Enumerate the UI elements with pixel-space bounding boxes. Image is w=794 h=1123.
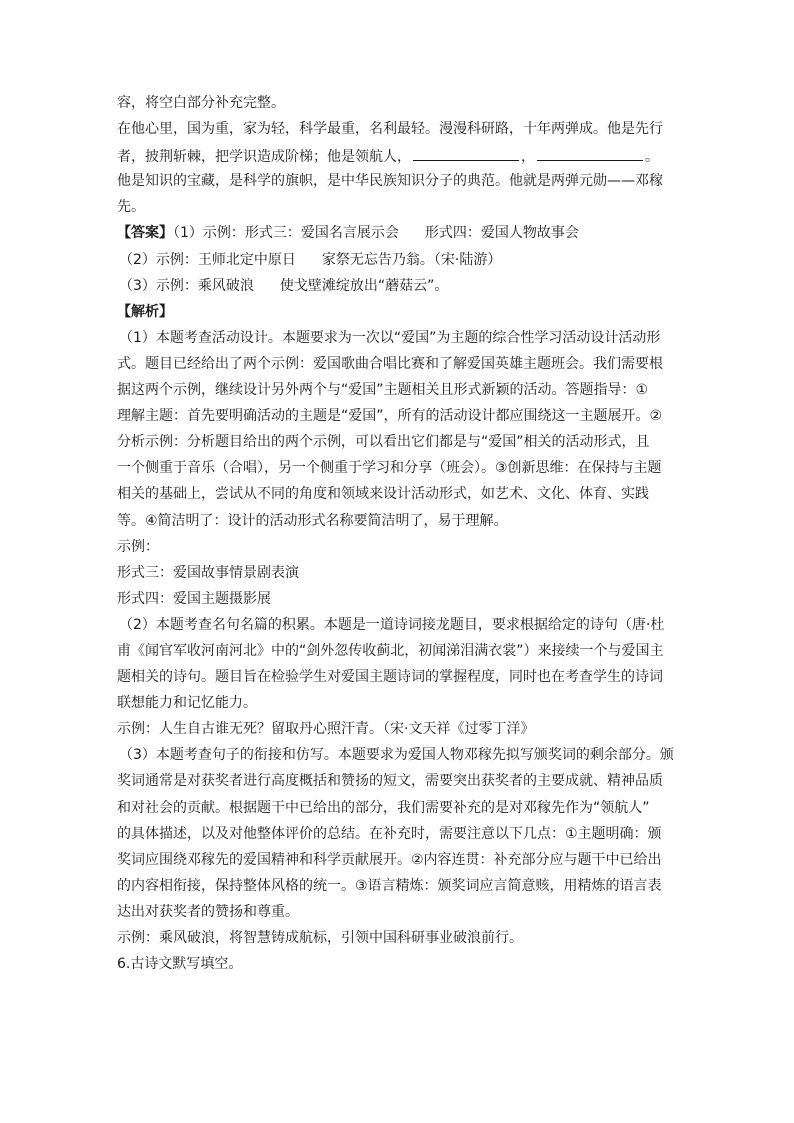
answer-line <box>117 276 677 296</box>
answer-label: 【答案】 <box>117 225 173 242</box>
text-segment: 使戈壁滩绽放出“蘑菇云”。 <box>279 277 449 294</box>
text-line: （2）本题考查名句名篇的积累。本题是一道诗词接龙题目，要求根据给定的诗句（唐·杜 <box>119 616 665 633</box>
text-line: 联想能力和记忆能力。 <box>117 695 257 712</box>
text-line: 甫《闻官军收河南河北》中的“剑外忽传收蓟北，初闻涕泪满衣裳”）来接续一个与爱国主 <box>117 642 664 659</box>
text-line: 式。题目已经给出了两个示例：爱国歌曲合唱比赛和了解爱国英雄主题班会。我们需要根 <box>117 355 663 372</box>
answer-blank[interactable] <box>537 145 643 161</box>
question-heading: 6.古诗文默写填空。 <box>117 956 243 973</box>
text-line: 在他心里，国为重，家为轻，科学最重，名利最轻。漫漫科研路，十年两弹成。他是先行 <box>117 121 663 138</box>
text-line: 奖词通常是对获奖者进行高度概括和赞扬的短文，需要突出获奖者的主要成就、精神品质 <box>117 773 663 790</box>
text-line: 他是知识的宝藏，是科学的旗帜，是中华民族知识分子的典范。他就是两弹元勋——邓稼 <box>117 173 663 190</box>
text-line-with-blanks <box>117 145 677 165</box>
text-segment: 。 <box>645 149 659 166</box>
analysis-label: 【解析】 <box>117 303 173 320</box>
text-line: （3）本题考查句子的衔接和仿写。本题要求为爱国人物邓稼先拟写颁奖词的剩余部分。颁 <box>119 747 674 764</box>
text-line: 一个侧重于音乐（合唱），另一个侧重于学习和分享（班会）。③创新思维：在保持与主题 <box>117 460 662 477</box>
text-line: 相关的基础上，尝试从不同的角度和领域来设计活动形式，如艺术、文化、体育、实践 <box>117 486 649 503</box>
answer-blank[interactable] <box>413 145 519 161</box>
analysis-heading <box>117 302 677 322</box>
text-segment: （1）示例：形式三：爱国名言展示会 <box>173 225 399 242</box>
text-line: 题相关的诗句。题目旨在检验学生对爱国主题诗词的掌握程度，同时也在考查学生的诗词 <box>117 669 663 686</box>
text-line: 形式三：爱国故事情景剧表演 <box>117 564 299 581</box>
text-line: 和对社会的贡献。根据题干中已给出的部分，我们需要补充的是对邓稼先作为“领航人” <box>117 799 650 816</box>
text-line: 示例： <box>117 538 159 555</box>
answer-line <box>117 250 677 270</box>
text-line: 分析示例：分析题目给出的两个示例，可以看出它们都是与“爱国”相关的活动形式，且 <box>117 434 650 451</box>
text-segment: 家祭无忘告乃翁。（宋·陆游） <box>321 251 502 268</box>
text-line: 据这两个示例，继续设计另外两个与“爱国”主题相关且形式新颖的活动。答题指导：① <box>117 382 649 399</box>
text-line: （1）本题考查活动设计。本题要求为一次以“爱国”为主题的综合性学习活动设计活动形 <box>119 329 661 346</box>
text-line: 的内容相衔接，保持整体风格的统一。③语言精炼：颁奖词应言简意赅，用精炼的语言表 <box>117 877 662 894</box>
answer-line <box>117 223 677 243</box>
text-segment: （3）示例：乘风破浪 <box>119 277 254 294</box>
text-segment: 形式四：爱国人物故事会 <box>424 225 579 242</box>
text-line: 容，将空白部分补充完整。 <box>117 95 285 111</box>
text-line: 理解主题：首先要明确活动的主题是“爱国”，所有的活动设计都应围绕这一主题展开。② <box>117 408 663 425</box>
document-page <box>117 93 677 980</box>
text-line: 先。 <box>117 199 145 216</box>
text-line: 的具体描述，以及对他整体评价的总结。在补充时，需要注意以下几点：①主题明确：颁 <box>117 825 662 842</box>
text-segment: （2）示例：王师北定中原日 <box>119 251 296 268</box>
text-line: 等。④简洁明了：设计的活动形式名称要简洁明了，易于理解。 <box>117 512 508 529</box>
text-segment: 者，披荆斩棘，把学识造成阶梯；他是领航人， <box>117 149 411 166</box>
text-line: 达出对获奖者的赞扬和尊重。 <box>117 903 299 920</box>
text-segment: ， <box>521 149 535 166</box>
text-line: 形式四：爱国主题摄影展 <box>117 590 271 607</box>
text-line: 示例：乘风破浪，将智慧铸成航标，引领中国科研事业破浪前行。 <box>117 930 523 946</box>
text-line: 示例：人生自古谁无死？留取丹心照汗青。（宋·文天祥《过零丁洋》 <box>117 721 535 738</box>
text-line: 奖词应围绕邓稼先的爱国精神和科学贡献展开。②内容连贯：补充部分应与题干中已给出 <box>117 851 662 868</box>
